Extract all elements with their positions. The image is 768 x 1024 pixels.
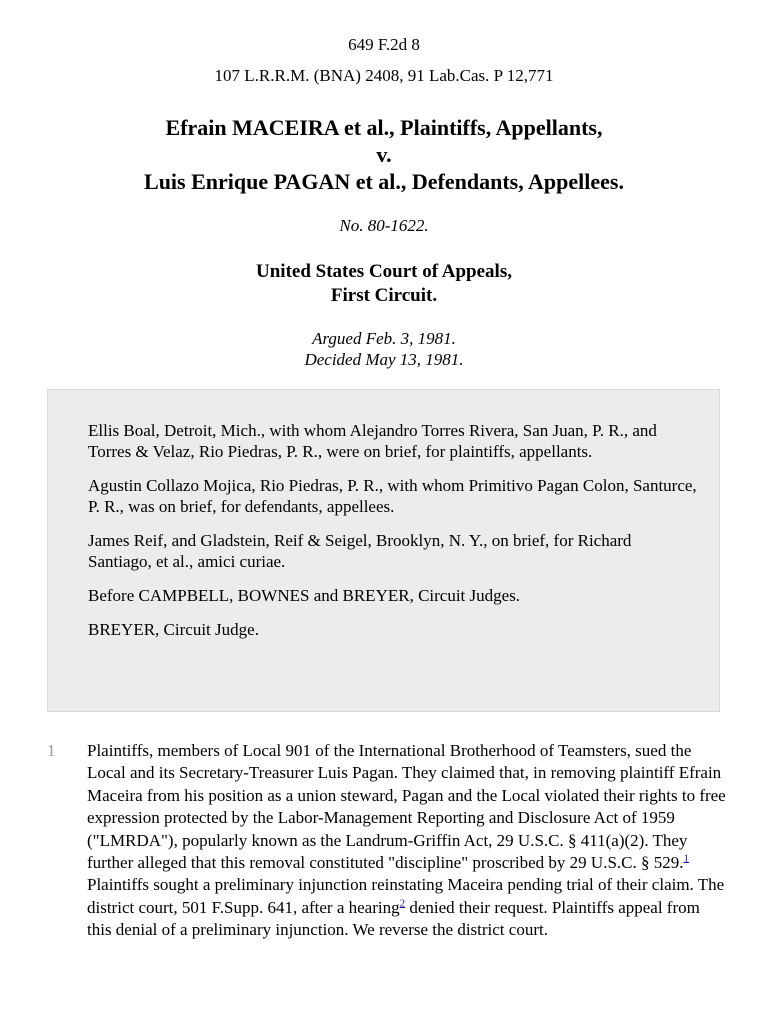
docket-number: No. 80-1622.	[339, 216, 429, 235]
opinion-author: BREYER, Circuit Judge.	[88, 620, 259, 639]
case-caption	[0, 114, 768, 195]
court-line-2: First Circuit.	[330, 285, 438, 306]
counsel-plaintiffs: Ellis Boal, Detroit, Mich., with whom Alejandro Torres Rivera, San Juan, P. R., and Torres & Velaz, Rio Piedras, P. R., were on brief, for plaintiffs, appellants.	[88, 421, 657, 461]
court-line-1: United States Court of Appeals,	[256, 261, 512, 282]
plaintiffs-line: Efrain MACEIRA et al., Plaintiffs, Appellants,	[165, 115, 603, 140]
parallel-citations: 107 L.R.R.M. (BNA) 2408, 91 Lab.Cas. P 12,771	[214, 66, 554, 85]
counsel-box	[47, 389, 720, 712]
court-name	[0, 260, 768, 308]
panel-judges: Before CAMPBELL, BOWNES and BREYER, Circuit Judges.	[88, 586, 521, 605]
footnote-link-1[interactable]: 1	[683, 852, 689, 865]
paragraph-number: 1	[47, 741, 56, 760]
defendants-line: Luis Enrique PAGAN et al., Defendants, Appellees.	[144, 169, 624, 194]
paragraph-text-part-3: denied their request. Plaintiffs appeal from this denial of a preliminary injunction. We reverse the district court.	[87, 897, 700, 940]
decided-date: Decided May 13, 1981.	[304, 350, 464, 369]
reporter-citation: 649 F.2d 8	[348, 35, 420, 54]
argued-date: Argued Feb. 3, 1981.	[312, 329, 456, 348]
counsel-defendants: Agustin Collazo Mojica, Rio Piedras, P. R., with whom Primitivo Pagan Colon, Santurce, P. R., was on brief, for defendants, appellees.	[88, 476, 697, 516]
case-dates	[0, 328, 768, 370]
opinion-paragraph	[87, 740, 727, 942]
paragraph-text-part-1: Plaintiffs, members of Local 901 of the International Brotherhood of Teamsters, sued the Local and its Secretary-Treasurer Luis Pagan. They claimed that, in removing plaintiff Efrain Maceira from his position as a union steward, Pagan and the Local violated their rights to free expression protected by the Labor-Management Reporting and Disclosure Act of 1959 ("LMRDA"), popularly known as the Landrum-Griffin Act, 29 U.S.C. § 411(a)(2). They further alleged that this removal constituted "discipline" proscribed by 29 U.S.C. § 529.	[87, 741, 726, 873]
counsel-amici: James Reif, and Gladstein, Reif & Seigel, Brooklyn, N. Y., on brief, for Richard Santiago, et al., amici curiae.	[88, 531, 632, 571]
paragraph-text-part-2: Plaintiffs sought a preliminary injunction reinstating Maceira pending trial of their claim. The district court, 501 F.Supp. 641, after a hearing	[87, 875, 725, 917]
versus-line: v.	[376, 142, 392, 167]
footnote-link-2[interactable]: 2	[399, 897, 406, 910]
